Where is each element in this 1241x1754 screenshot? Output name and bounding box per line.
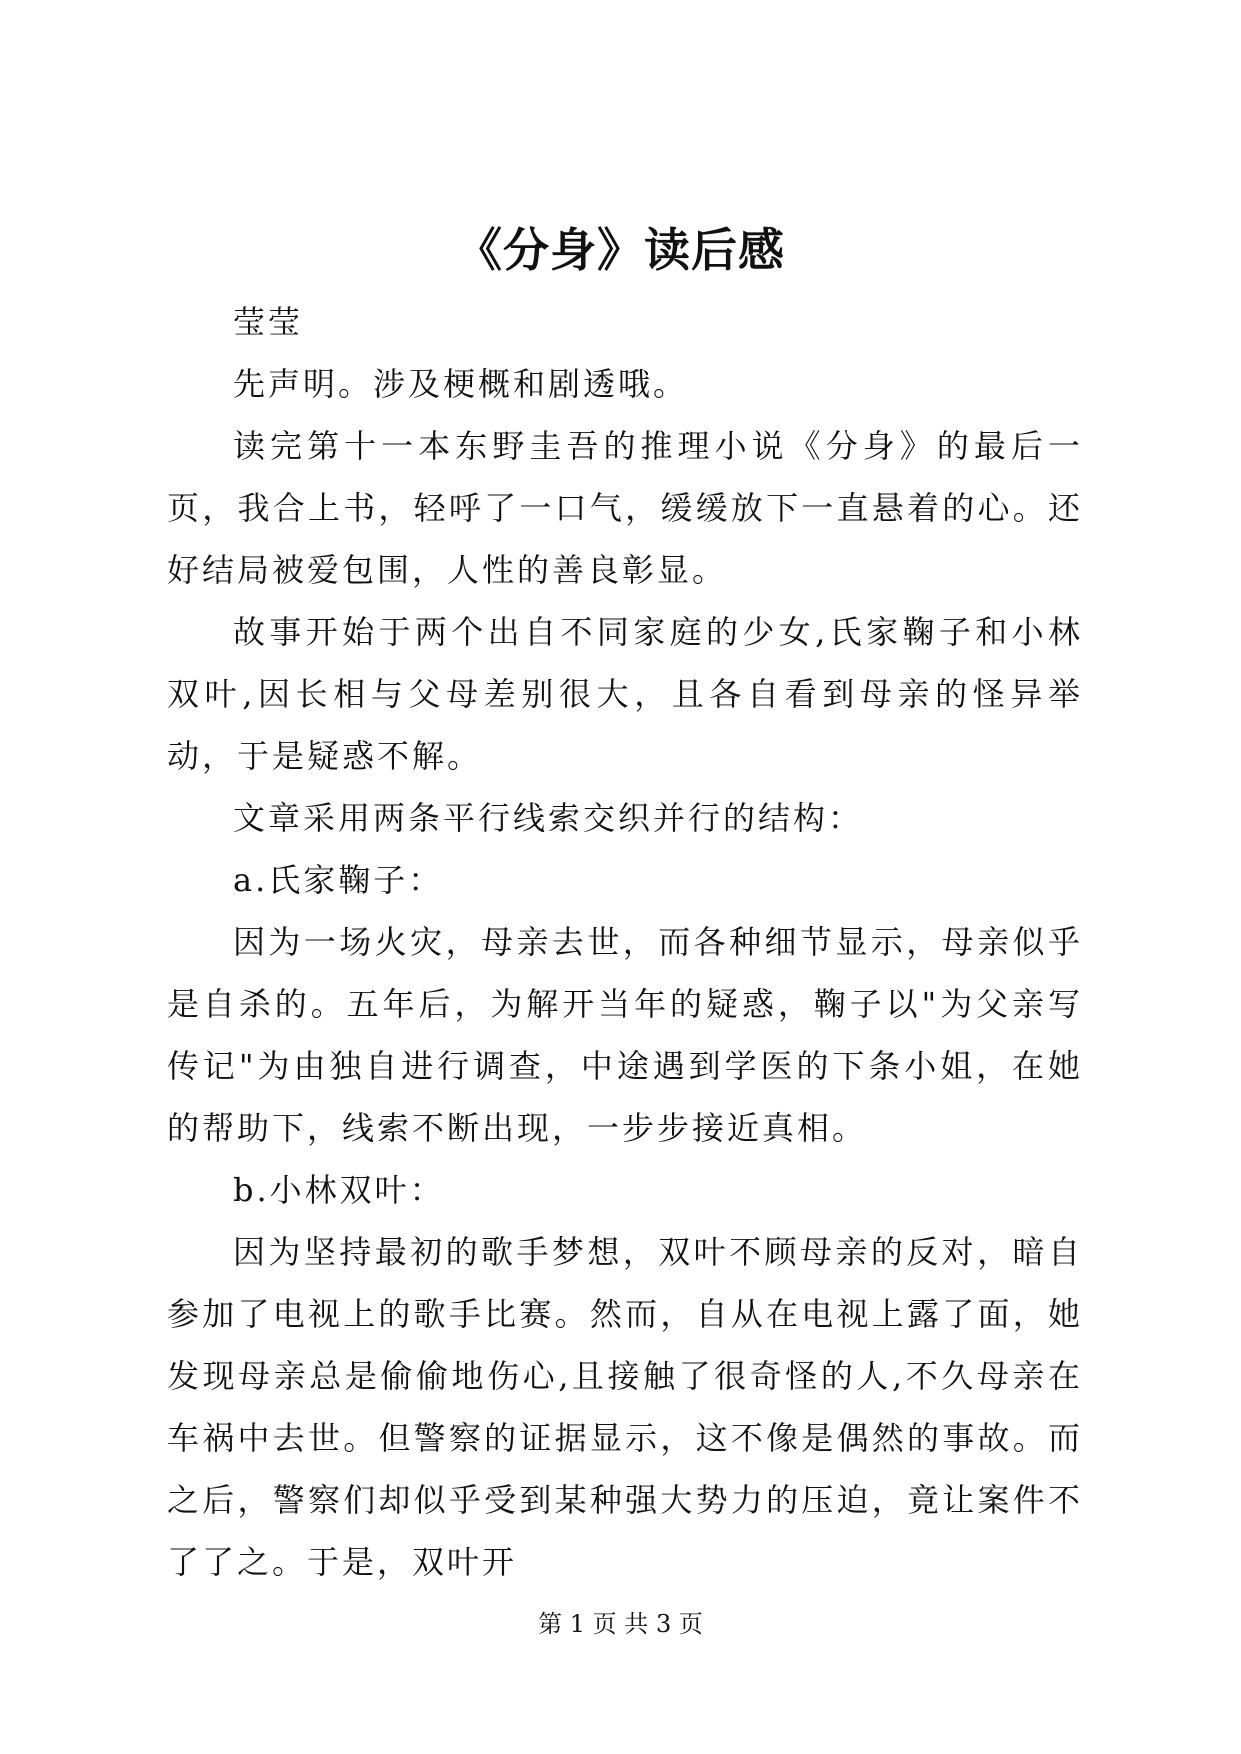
author-line: 莹莹 (233, 303, 304, 341)
section-heading-b: b.小林双叶： (233, 1171, 445, 1209)
document-body (167, 291, 1083, 1593)
paragraph: 先声明。涉及梗概和剧透哦。 (233, 365, 689, 403)
paragraph: 文章采用两条平行线索交织并行的结构： (233, 799, 864, 837)
paragraph: 故事开始于两个出自不同家庭的少女,氏家鞠子和小林双叶,因长相与父母差别很大，且各自看到母亲的怪异举动，于是疑惑不解。 (167, 613, 1083, 775)
section-heading-a: a.氏家鞠子： (233, 861, 444, 899)
paragraph: 因为坚持最初的歌手梦想，双叶不顾母亲的反对，暗自参加了电视上的歌手比赛。然而，自从在电视上露了面，她发现母亲总是偷偷地伤心,且接触了很奇怪的人,不久母亲在车祸中去世。但警察的证据显示，这不像是偶然的事故。而之后，警察们却似乎受到某种强大势力的压迫，竟让案件不了了之。于是，双叶开 (167, 1233, 1083, 1581)
page-footer: 第 1 页 共 3 页 (538, 1610, 703, 1638)
document-title: 《分身》读后感 (456, 223, 785, 277)
paragraph: 因为一场火灾，母亲去世，而各种细节显示，母亲似乎是自杀的。五年后，为解开当年的疑惑，鞠子以"为父亲写传记"为由独自进行调查，中途遇到学医的下条小姐，在她的帮助下，线索不断出现，一步步接近真相。 (167, 923, 1083, 1147)
paragraph: 读完第十一本东野圭吾的推理小说《分身》的最后一页，我合上书，轻呼了一口气，缓缓放下一直悬着的心。还好结局被爱包围，人性的善良彰显。 (167, 427, 1083, 589)
